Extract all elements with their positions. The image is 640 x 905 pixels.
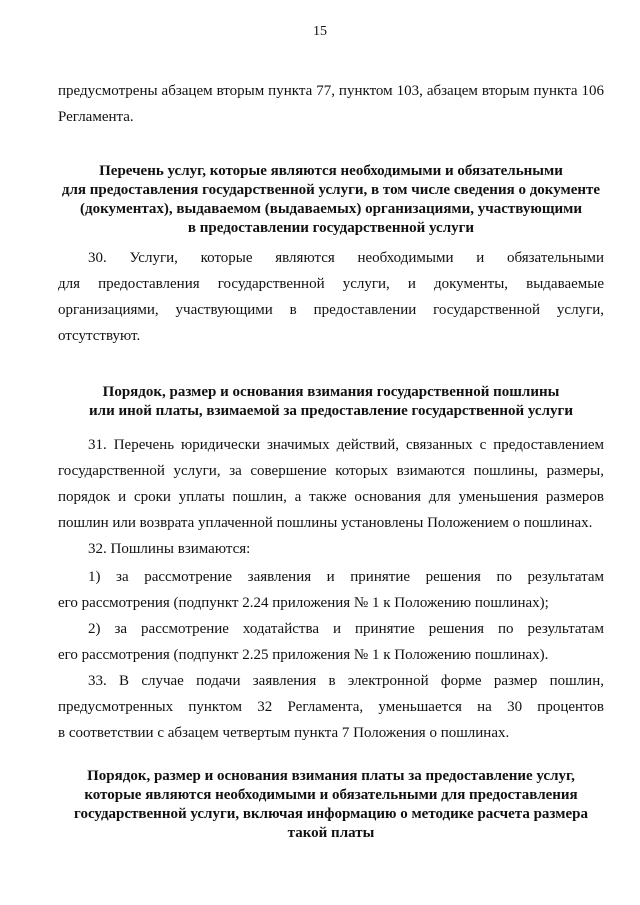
paragraph-line: 32. Пошлины взимаются: [88, 541, 251, 557]
paragraph-line: государственной услуги, за совершение которых взимаются пошлины, размеры, [58, 463, 604, 479]
paragraph-line: для предоставления государственной услуги, и документы, выдаваемые [58, 276, 604, 292]
section-heading-line: Порядок, размер и основания взимания государственной пошлины [102, 384, 560, 400]
paragraph-line: в соответствии с абзацем четвертым пункта 7 Положения о пошлинах. [58, 725, 510, 741]
list-item-line: 1) за рассмотрение заявления и принятие решения по результатам [88, 569, 604, 585]
paragraph-line: предусмотренных пунктом 32 Регламента, уменьшается на 30 процентов [58, 699, 604, 715]
section-heading-line: Перечень услуг, которые являются необходимыми и обязательными [99, 163, 563, 179]
section-heading-line: в предоставлении государственной услуги [187, 220, 475, 236]
list-item-line: 2) за рассмотрение ходатайства и принятие решения по результатам [88, 621, 604, 637]
list-item-line: его рассмотрения (подпункт 2.24 приложения № 1 к Положению пошлинах); [58, 595, 549, 611]
section-heading-line: государственной услуги, включая информацию о методике расчета размера [74, 806, 588, 822]
intro-line: предусмотрены абзацем вторым пункта 77, пунктом 103, абзацем вторым пункта 106 [58, 83, 604, 99]
paragraph-line: 30. Услуги, которые являются необходимыми и обязательными [88, 250, 604, 266]
paragraph-line: пошлин или возврата уплаченной пошлины установлены Положением о пошлинах. [58, 515, 593, 531]
section-heading-line: такой платы [287, 825, 375, 841]
paragraph-line: 31. Перечень юридически значимых действий, связанных с предоставлением [88, 437, 604, 453]
paragraph-line: порядок и сроки уплаты пошлин, а также основания для уменьшения размеров [58, 489, 604, 505]
list-item-line: его рассмотрения (подпункт 2.25 приложения № 1 к Положению пошлинах). [58, 647, 549, 663]
section-heading-line: которые являются необходимыми и обязательными для предоставления [84, 787, 578, 803]
section-heading-line: для предоставления государственной услуги, в том числе сведения о документе [61, 182, 601, 198]
section-heading-line: (документах), выдаваемом (выдаваемых) организациями, участвующими [80, 201, 582, 217]
intro-line: Регламента. [58, 109, 134, 125]
page-number: 15 [313, 24, 327, 39]
section-heading-line: Порядок, размер и основания взимания платы за предоставление услуг, [87, 768, 575, 784]
paragraph-line: отсутствуют. [58, 328, 141, 344]
paragraph-line: 33. В случае подачи заявления в электронной форме размер пошлин, [88, 673, 604, 689]
paragraph-line: организациями, участвующими в предоставлении государственной услуги, [58, 302, 604, 318]
section-heading-line: или иной платы, взимаемой за предоставление государственной услуги [89, 403, 573, 419]
